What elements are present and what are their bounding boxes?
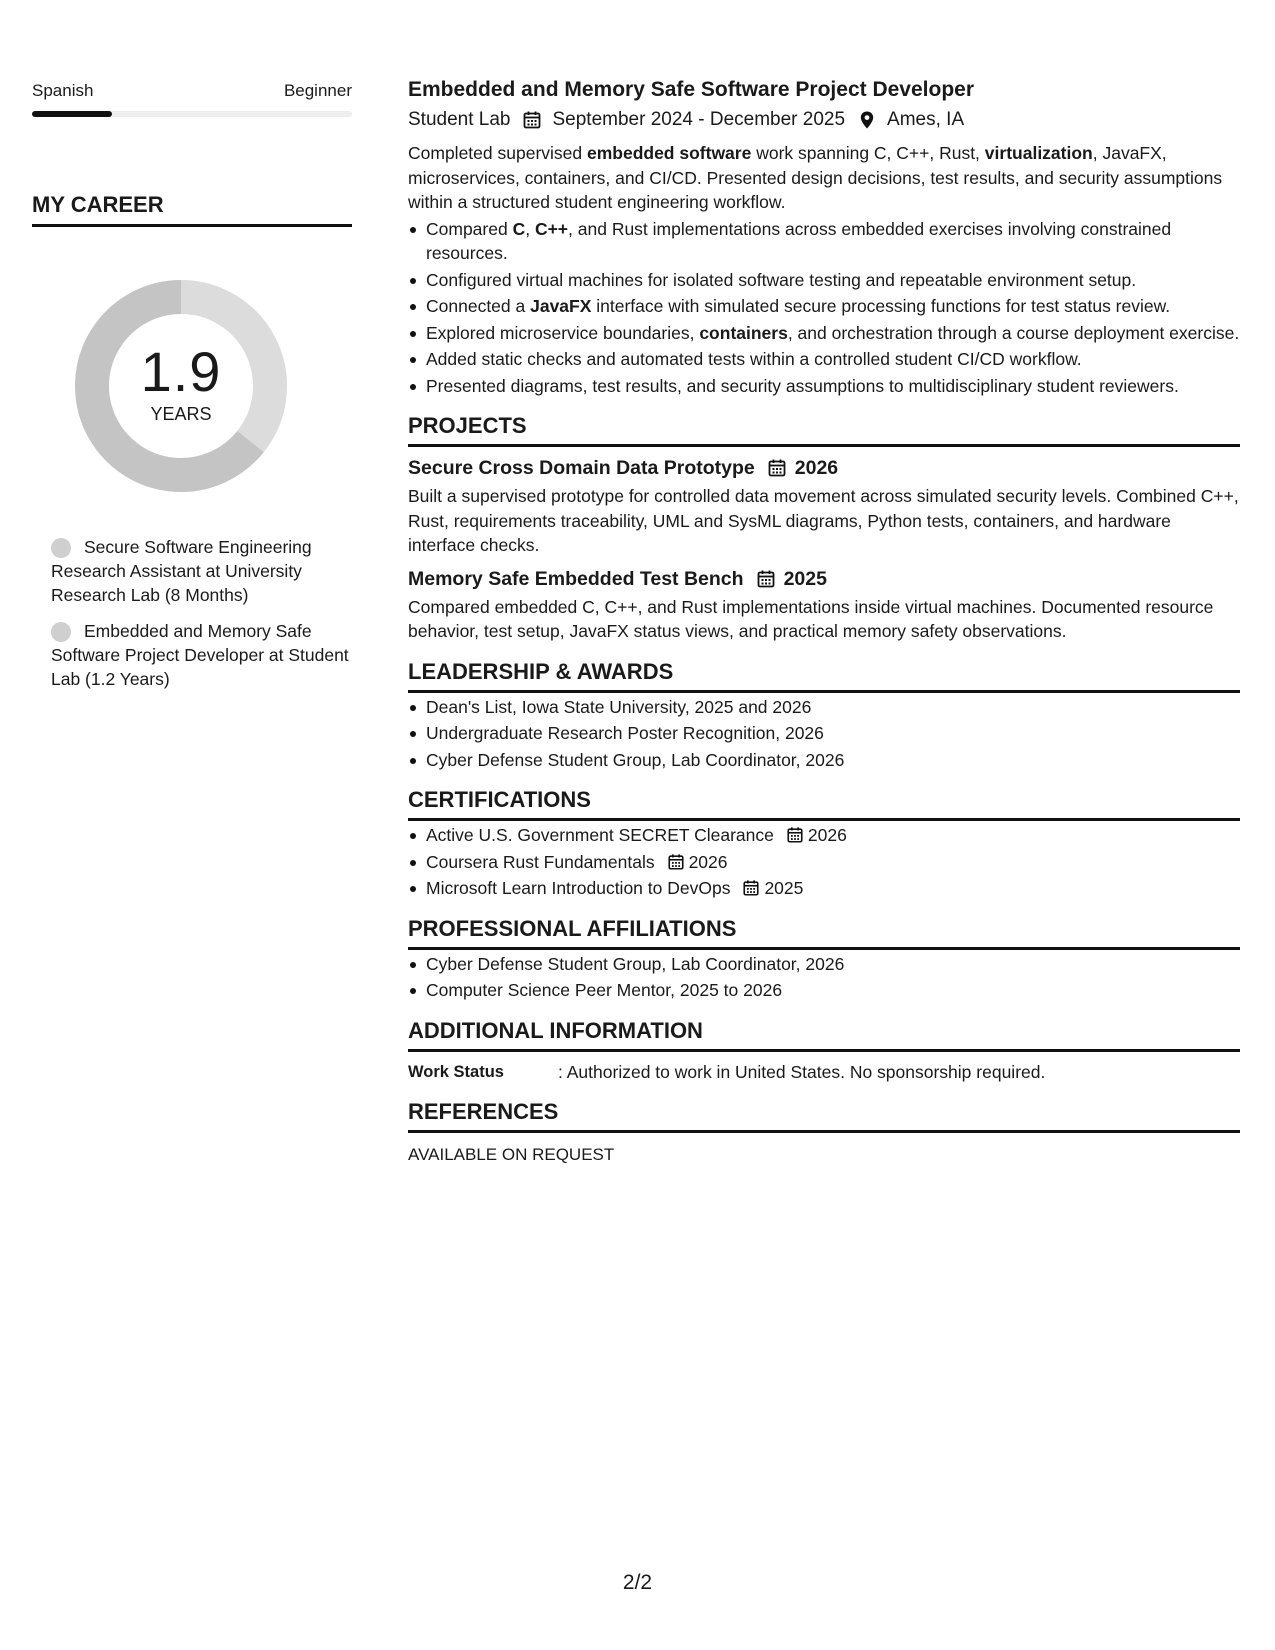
list-item: Presented diagrams, test results, and security assumptions to multidisciplinary student reviewers. [408,374,1240,399]
calendar-icon [786,826,804,844]
career-legend-item [51,535,352,607]
list-item: Cyber Defense Student Group, Lab Coordinator, 2026 [408,952,1240,977]
project-year: 2026 [794,457,839,479]
job-location: Ames, IA [887,109,965,130]
language-level-bar [32,111,352,117]
list-item: Dean's List, Iowa State University, 2025 and 2026 [408,695,1240,720]
circle-dot-icon [51,622,71,642]
career-total-value: 1.9 [140,340,222,403]
list-item [408,876,1240,901]
project-title-row [408,455,1240,481]
work-status-value: : Authorized to work in United States. No sponsorship required. [558,1061,1046,1082]
list-item: Cyber Defense Student Group, Lab Coordinator, 2026 [408,748,1240,773]
certification-year: 2026 [688,851,728,872]
career-legend-label: Secure Software Engineering Research Assistant at University Research Lab (8 Months) [51,537,312,605]
calendar-icon [522,110,542,130]
job-company: Student Lab [408,109,511,130]
page-number: 2/2 [622,1571,653,1594]
certification-name: Active U.S. Government SECRET Clearance [426,825,774,845]
affiliations-list [408,952,1240,1003]
sidebar [32,80,352,703]
additional-info-section-title: ADDITIONAL INFORMATION [408,1017,1240,1052]
circle-dot-icon [51,538,71,558]
project-item [408,566,1240,644]
calendar-icon [742,879,760,897]
list-item: Computer Science Peer Mentor, 2025 to 2026 [408,978,1240,1003]
certifications-list [408,823,1240,901]
work-status-label: Work Status [408,1062,504,1081]
references-text: AVAILABLE ON REQUEST [408,1144,615,1164]
certification-name: Microsoft Learn Introduction to DevOps [426,878,731,898]
career-section-title: MY CAREER [32,192,352,227]
project-name: Secure Cross Domain Data Prototype [408,457,755,479]
project-description: Built a supervised prototype for controlled data movement across simulated security levels. Combined C++, Rust, requirements traceability, UML and SysML diagrams, Python tests, containers, and hardware interface checks. [408,486,1239,555]
list-item: Connected a JavaFX interface with simulated secure processing functions for test status review. [408,294,1240,319]
leadership-list [408,695,1240,773]
work-status-row [408,1060,1240,1084]
experience-entry [408,76,1240,398]
job-bullets [408,217,1240,399]
references-section-title: REFERENCES [408,1098,1240,1133]
project-year: 2025 [783,567,827,590]
leadership-section-title: LEADERSHIP & AWARDS [408,658,1240,693]
map-pin-icon [857,110,877,130]
language-skill [32,80,352,117]
career-legend-item [51,619,352,691]
calendar-icon [756,569,776,589]
language-name: Spanish [32,81,94,100]
certification-year: 2026 [807,825,847,845]
affiliations-section-title: PROFESSIONAL AFFILIATIONS [408,915,1240,950]
certification-name: Coursera Rust Fundamentals [426,851,655,872]
list-item [408,850,1240,875]
career-donut-chart [66,271,296,501]
job-title: Embedded and Memory Safe Software Project Developer [408,78,974,101]
donut-center-label [66,271,296,501]
list-item: Undergraduate Research Poster Recognition, 2026 [408,721,1240,746]
list-item: Added static checks and automated tests within a controlled student CI/CD workflow. [408,347,1240,372]
projects-section-title: PROJECTS [408,412,1240,447]
language-row [32,80,352,102]
certification-year: 2025 [764,878,804,898]
job-meta [408,107,1240,133]
calendar-icon [767,458,787,478]
project-title-row [408,566,1240,592]
project-description: Compared embedded C, C++, and Rust implementations inside virtual machines. Documented resource behavior, test setup, JavaFX status views, and practical memory safety observations. [408,596,1214,641]
language-level: Beginner [283,81,352,100]
project-name: Memory Safe Embedded Test Bench [408,567,744,590]
list-item: Compared C, C++, and Rust implementations across embedded exercises involving constrained resources. [408,217,1240,266]
career-legend [32,535,352,691]
main-content [408,76,1240,1167]
language-level-fill [32,111,112,117]
list-item [408,823,1240,848]
job-summary: Completed supervised embedded software work spanning C, C++, Rust, virtualization, JavaFX, microservices, containers, and CI/CD. Presented design decisions, test results, and security assumptions within a structured student engineering workflow. [408,143,1223,212]
list-item: Configured virtual machines for isolated software testing and repeatable environment setup. [408,268,1240,293]
job-dates: September 2024 - December 2025 [552,109,846,130]
calendar-icon [667,853,685,871]
career-total-unit: YEARS [150,404,212,424]
certifications-section-title: CERTIFICATIONS [408,786,1240,821]
project-item [408,455,1240,558]
career-legend-label: Embedded and Memory Safe Software Project Developer at Student Lab (1.2 Years) [51,621,349,689]
list-item: Explored microservice boundaries, containers, and orchestration through a course deployment exercise. [408,321,1240,346]
